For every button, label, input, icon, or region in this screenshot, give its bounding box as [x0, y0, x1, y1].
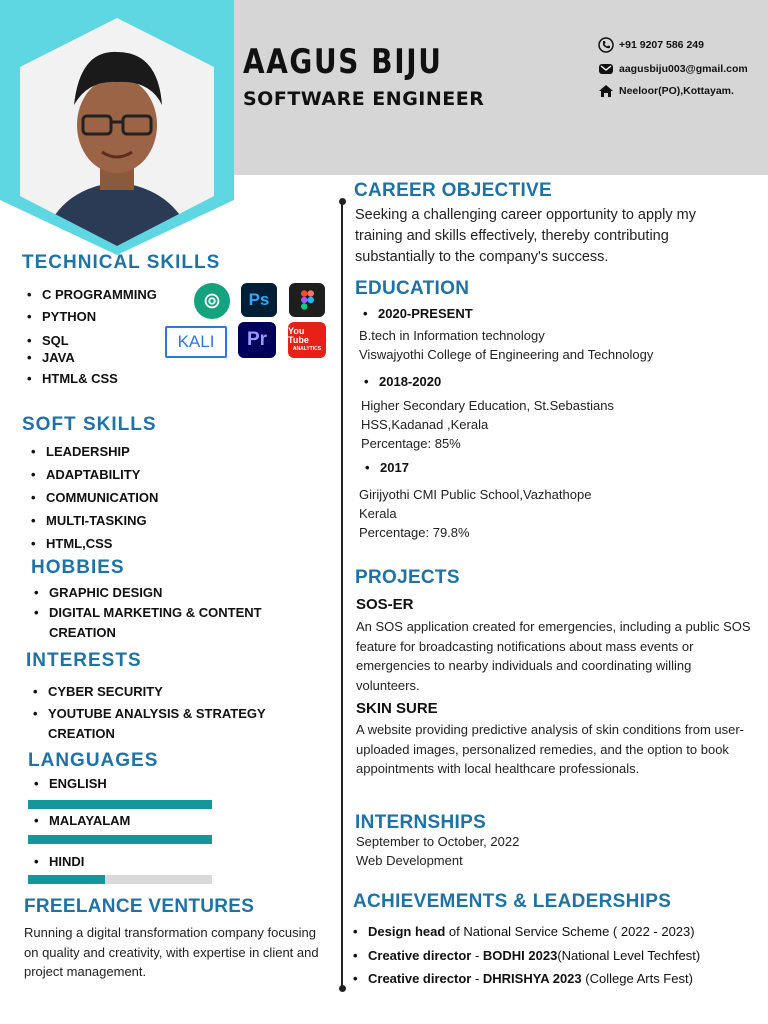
projects-heading: PROJECTS: [355, 567, 460, 588]
education-line: Girijyothi CMI Public School,Vazhathope: [359, 487, 592, 502]
list-item: • MULTI-TASKING: [28, 509, 158, 532]
education-years: • 2020-PRESENT: [360, 306, 473, 321]
list-item: • HTML& CSS: [24, 368, 157, 390]
address-text: Neeloor(PO),Kottayam.: [619, 85, 734, 97]
language-bar-hindi: [28, 875, 212, 884]
list-item: • JAVA: [24, 349, 157, 366]
project-description: A website providing predictive analysis of skin conditions from user-uploaded images, personalized remedies, and the option to book appointments with local healthcare professionals.: [356, 722, 745, 776]
profile-photo: [0, 10, 234, 255]
language-bar-fill: [28, 835, 212, 844]
hobbies-heading: HOBBIES: [31, 557, 125, 578]
youtube-logo-text: You Tube: [288, 325, 309, 345]
freelance-heading: FREELANCE VENTURES: [24, 896, 255, 917]
phone-text: +91 9207 586 249: [619, 39, 704, 51]
education-years: • 2018-2020: [361, 374, 441, 389]
achievements-heading: ACHIEVEMENTS & LEADERSHIPS: [353, 891, 672, 912]
list-item: • Creative director - BODHI 2023(National Level Techfest): [350, 944, 700, 968]
list-item: • CYBER SECURITY: [30, 682, 320, 702]
list-item: • ADAPTABILITY: [28, 463, 158, 486]
language-item-hindi: [31, 854, 84, 869]
education-line: Viswajyothi College of Engineering and Technology: [359, 347, 654, 362]
language-name: • MALAYALAM: [31, 813, 130, 828]
project-name: SKIN SURE: [356, 700, 438, 717]
timeline-line: [341, 200, 343, 990]
youtube-analytics-text: ANALYTICS: [292, 345, 322, 352]
education-heading: EDUCATION: [355, 278, 470, 299]
language-item-malayalam: [31, 813, 130, 828]
technical-skills-list: [24, 284, 157, 390]
list-item: • SQL: [24, 332, 157, 349]
languages-heading: LANGUAGES: [28, 750, 159, 771]
list-item: • LEADERSHIP: [28, 440, 158, 463]
list-item: • Design head of National Service Scheme ( 2022 - 2023): [350, 920, 700, 944]
language-name: • ENGLISH: [31, 776, 107, 791]
language-name: • HINDI: [31, 854, 84, 869]
language-bar-fill: [28, 800, 212, 809]
figma-icon: [289, 283, 325, 317]
list-item: • YOUTUBE ANALYSIS & STRATEGY CREATION: [30, 704, 320, 744]
contact-email: [598, 61, 748, 77]
career-objective-heading: CAREER OBJECTIVE: [354, 180, 553, 201]
language-bar-fill: [28, 875, 105, 884]
project-name: SOS-ER: [356, 596, 414, 613]
project-description: An SOS application created for emergencies, including a public SOS feature for broadcasting notifications about mass events or emergencies to nearby individuals and coordinating willing volunteers.: [356, 619, 751, 693]
education-line: HSS,Kadanad ,Kerala: [361, 417, 489, 432]
soft-skills-heading: SOFT SKILLS: [22, 414, 157, 435]
timeline-dot-top: [339, 198, 346, 205]
chatgpt-icon: [194, 283, 230, 319]
internship-role: Web Development: [356, 853, 463, 868]
list-item: • C PROGRAMMING: [24, 284, 157, 306]
list-item: • COMMUNICATION: [28, 486, 158, 509]
contact-phone: [598, 37, 704, 53]
list-item: • HTML,CSS: [28, 532, 158, 555]
education-line: Kerala: [359, 506, 397, 521]
email-icon: [598, 61, 614, 77]
education-line: Percentage: 79.8%: [359, 525, 470, 540]
education-years: • 2017: [362, 460, 409, 475]
freelance-text: Running a digital transformation company focusing on quality and creativity, with expertise in client and project management.: [24, 925, 319, 979]
language-bar-english: [28, 800, 212, 809]
education-line: Higher Secondary Education, St.Sebastians: [361, 398, 614, 413]
career-objective-text: Seeking a challenging career opportunity to apply my training and skills effectively, thereby contributing substantially to the company's success.: [355, 207, 696, 265]
list-item: • PYTHON: [24, 306, 157, 328]
soft-skills-list: [28, 440, 158, 555]
youtube-analytics-icon: [288, 322, 326, 358]
email-text: aagusbiju003@gmail.com: [619, 63, 748, 75]
education-line: Percentage: 85%: [361, 436, 461, 451]
home-icon: [598, 83, 614, 99]
list-item: • DIGITAL MARKETING & CONTENT CREATION: [31, 603, 311, 643]
list-item: • GRAPHIC DESIGN: [31, 583, 311, 603]
interests-list: [30, 682, 320, 744]
internships-heading: INTERNSHIPS: [355, 812, 487, 833]
language-bar-malayalam: [28, 835, 212, 844]
technical-skills-heading: TECHNICAL SKILLS: [22, 252, 221, 273]
list-item: • Creative director - DHRISHYA 2023 (College Arts Fest): [350, 967, 700, 991]
phone-icon: [598, 37, 614, 53]
hobbies-list: [31, 583, 311, 643]
internship-period: September to October, 2022: [356, 834, 520, 849]
candidate-title: SOFTWARE ENGINEER: [243, 88, 485, 110]
timeline-dot-bottom: [339, 985, 346, 992]
kali-icon: KALI: [165, 326, 227, 358]
achievements-list: [350, 920, 700, 991]
candidate-name: AAGUS BIJU: [243, 42, 443, 82]
interests-heading: INTERESTS: [26, 650, 142, 671]
premiere-icon: Pr: [238, 322, 276, 358]
language-item-english: [31, 776, 107, 791]
education-line: B.tech in Information technology: [359, 328, 545, 343]
contact-address: [598, 83, 734, 99]
photoshop-icon: Ps: [241, 283, 277, 317]
